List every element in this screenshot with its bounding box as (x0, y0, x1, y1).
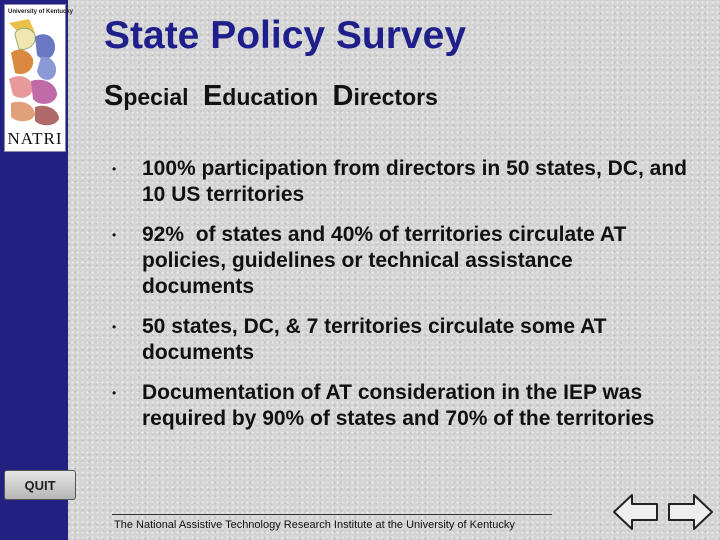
footer-credit: The National Assistive Technology Research Institute at the University of Kentucky (114, 519, 515, 531)
subtitle-word-education: Education (202, 80, 319, 112)
bullet-list (112, 156, 688, 446)
bullet-item (112, 314, 688, 366)
bullet-text: Documentation of AT consideration in the IEP was required by 90% of states and 70% of the territories (142, 381, 655, 430)
bullet-marker: • (112, 162, 117, 176)
slide-title: State Policy Survey (104, 14, 467, 57)
bullet-marker: • (112, 386, 117, 400)
arrow-right-icon[interactable] (666, 492, 714, 532)
quit-button[interactable]: QUIT (4, 470, 76, 500)
bullet-item (112, 380, 688, 432)
bullet-item (112, 222, 688, 300)
natri-logo (4, 4, 74, 152)
bullet-marker: • (112, 320, 117, 334)
bullet-marker: • (112, 228, 117, 242)
logo-natri-text: NATRI (7, 129, 63, 148)
sidebar (0, 0, 74, 540)
footer-divider (112, 514, 552, 515)
bullet-text: 50 states, DC, & 7 territories circulate some AT documents (142, 315, 607, 364)
subtitle-word-directors: Directors (332, 80, 438, 112)
logo-figures-icon (5, 17, 65, 129)
bullet-text: 100% participation from directors in 50 states, DC, and 10 US territories (142, 157, 687, 206)
arrow-left-icon[interactable] (612, 492, 660, 532)
logo-university-text: University of Kentucky (8, 9, 74, 15)
bullet-item (112, 156, 688, 208)
subtitle-word-special: Special (104, 80, 189, 112)
slide-subtitle (104, 80, 446, 113)
bullet-text: 92% of states and 40% of territories circulate AT policies, guidelines or technical assistance documents (142, 223, 633, 298)
